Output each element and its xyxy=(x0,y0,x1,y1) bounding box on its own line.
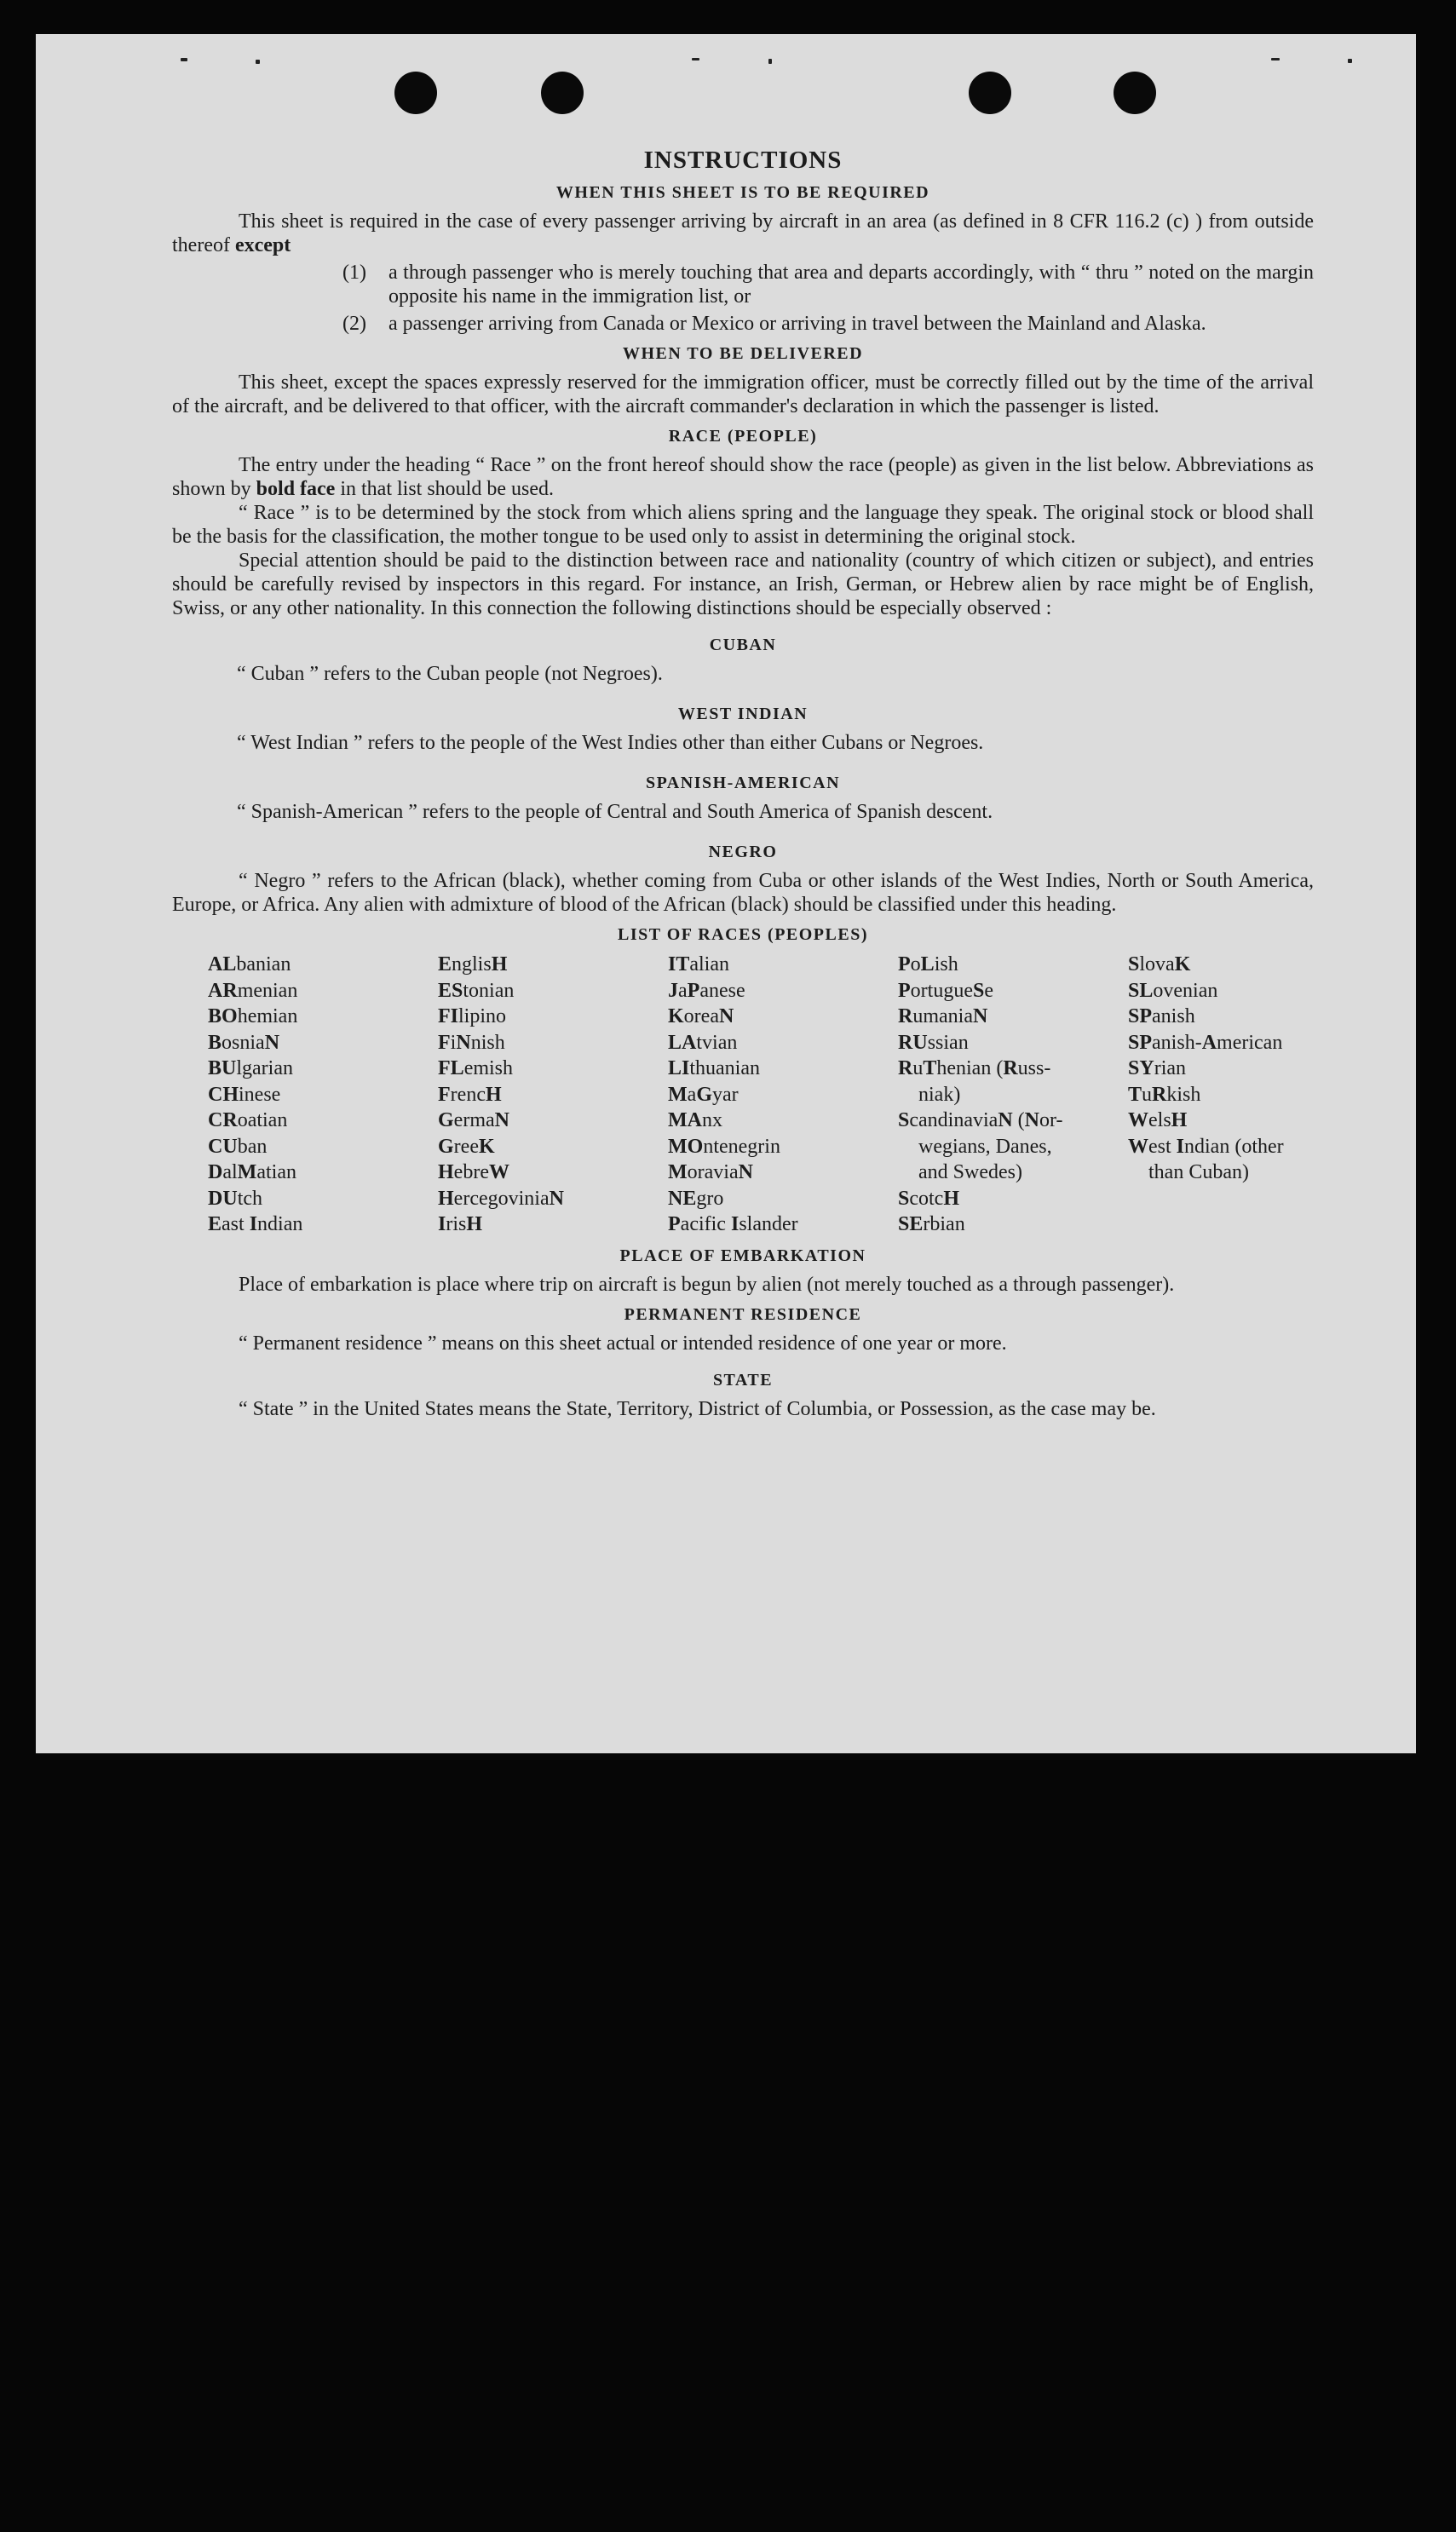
scan-speck xyxy=(692,58,699,60)
race-entry: HercegoviniaN xyxy=(438,1187,564,1210)
race-entry: TuRkish xyxy=(1128,1083,1201,1106)
when-required-intro: This sheet is required in the case of every passenger arriving by aircraft in an area (as defined in 8 CFR 116.2 (c) ) from outside thereof except xyxy=(172,210,1314,256)
race-entry-continuation: than Cuban) xyxy=(1148,1161,1249,1183)
race-paragraph: Special attention should be paid to the distinction between race and nationality (country of which citizen or subject), and entries should be carefully revised by inspectors in this regard. For instance, an Irish, German, or Hebrew alien by race might be of English, Swiss, or any other nationality. In this connection the following distinctions should be especially observed : xyxy=(172,550,1314,619)
race-entry: MaGyar xyxy=(668,1083,739,1106)
race-entry: BUlgarian xyxy=(208,1057,293,1079)
document-page xyxy=(36,34,1416,1753)
race-entry: LIthuanian xyxy=(668,1057,760,1079)
section-heading: WHEN TO BE DELIVERED xyxy=(622,344,864,363)
race-entry: FrencH xyxy=(438,1083,502,1106)
race-entry: ARmenian xyxy=(208,979,298,1002)
negro-text: “ Negro ” refers to the African (black), whether coming from Cuba or other islands of the West Indies, North or South America, Europe, or Africa. Any alien with admixture of blood of the African (black) should be classified under this heading. xyxy=(172,870,1314,916)
race-entry: PortugueSe xyxy=(898,979,993,1002)
race-entry: EStonian xyxy=(438,979,515,1002)
race-entry: Pacific Islander xyxy=(668,1213,798,1235)
state-text: “ State ” in the United States means the State, Territory, District of Columbia, or Possession, as the case may be. xyxy=(239,1397,1156,1420)
race-entry: NEgro xyxy=(668,1187,724,1210)
race-entry-continuation: and Swedes) xyxy=(918,1161,1022,1183)
race-entry: FLemish xyxy=(438,1057,514,1079)
section-heading: WEST INDIAN xyxy=(677,705,809,723)
race-entry: MAnx xyxy=(668,1109,722,1131)
race-entry: PoLish xyxy=(898,953,958,975)
race-entry: IrisH xyxy=(438,1213,483,1235)
page-title: INSTRUCTIONS xyxy=(643,147,843,174)
race-entry: CHinese xyxy=(208,1083,281,1106)
race-entry: RuThenian (Russ- xyxy=(898,1057,1051,1079)
west-indian-text: “ West Indian ” refers to the people of the West Indies other than either Cubans or Negroes. xyxy=(237,732,984,754)
race-column xyxy=(208,952,438,1238)
race-entry: DUtch xyxy=(208,1187,263,1210)
section-heading: RACE (PEOPLE) xyxy=(668,427,818,446)
race-entry: ScotcH xyxy=(898,1187,960,1210)
scan-speck xyxy=(768,59,772,64)
section-heading: PERMANENT RESIDENCE xyxy=(624,1304,862,1324)
exception-item: (1) a through passenger who is merely touching that area and departs accordingly, with “ thru ” noted on the margin opposite his name in the immigration list, or xyxy=(342,262,1314,308)
race-entry: RUssian xyxy=(898,1031,969,1054)
spanish-american-text: “ Spanish-American ” refers to the people of Central and South America of Spanish descent. xyxy=(237,801,993,823)
race-entry: SErbian xyxy=(898,1213,965,1235)
race-entry: DalMatian xyxy=(208,1161,296,1183)
punch-hole xyxy=(969,72,1011,114)
race-entry: BOhemian xyxy=(208,1005,298,1027)
race-entry: KoreaN xyxy=(668,1005,734,1027)
race-paragraph: The entry under the heading “ Race ” on the front hereof should show the race (people) as given in the list below. Abbreviations as shown by bold face in that list should be used. xyxy=(172,454,1314,500)
section-heading: STATE xyxy=(712,1370,774,1390)
race-entry: HebreW xyxy=(438,1161,509,1183)
race-entry: SPanish xyxy=(1128,1005,1195,1027)
section-heading: CUBAN xyxy=(709,636,777,654)
scan-speck xyxy=(1348,59,1352,63)
race-column xyxy=(438,952,668,1238)
cuban-text: “ Cuban ” refers to the Cuban people (not Negroes). xyxy=(237,663,663,685)
race-entry: CUban xyxy=(208,1135,268,1158)
race-entry: ScandinaviaN (Nor- xyxy=(898,1109,1063,1131)
race-column xyxy=(898,952,1128,1238)
section-heading: PLACE OF EMBARKATION xyxy=(619,1246,866,1265)
race-entry: EnglisH xyxy=(438,953,508,975)
scan-speck xyxy=(1271,58,1280,60)
residence-text: “ Permanent residence ” means on this sheet actual or intended residence of one year or more. xyxy=(239,1332,1007,1355)
punch-hole xyxy=(1114,72,1156,114)
section-heading: NEGRO xyxy=(708,843,778,861)
race-entry: West Indian (other xyxy=(1128,1135,1284,1158)
section-heading: SPANISH-AMERICAN xyxy=(645,774,841,792)
race-entry-continuation: wegians, Danes, xyxy=(918,1135,1052,1158)
race-entry: East Indian xyxy=(208,1213,303,1235)
scan-speck xyxy=(256,60,260,64)
race-entry: BosniaN xyxy=(208,1031,280,1054)
race-entry: WelsH xyxy=(1128,1109,1188,1131)
instructions-content xyxy=(172,147,1314,1421)
when-delivered-text: This sheet, except the spaces expressly reserved for the immigration officer, must be correctly filled out by the time of the arrival of the aircraft, and be delivered to that officer, with the aircraft commander's declaration in which the passenger is listed. xyxy=(172,371,1314,417)
race-entry: GreeK xyxy=(438,1135,495,1158)
race-entry: CRoatian xyxy=(208,1109,288,1131)
race-list xyxy=(208,952,1314,1238)
race-entry: MoraviaN xyxy=(668,1161,753,1183)
section-heading: LIST OF RACES (PEOPLES) xyxy=(617,925,868,944)
race-entry: FiNnish xyxy=(438,1031,505,1054)
race-column xyxy=(668,952,898,1238)
section-heading: WHEN THIS SHEET IS TO BE REQUIRED xyxy=(555,183,930,202)
race-entry: FIlipino xyxy=(438,1005,507,1027)
race-entry: MOntenegrin xyxy=(668,1135,780,1158)
race-entry-continuation: niak) xyxy=(918,1083,961,1106)
embarkation-text: Place of embarkation is place where trip on aircraft is begun by alien (not merely touched as a through passenger). xyxy=(239,1273,1175,1296)
race-entry: SYrian xyxy=(1128,1057,1187,1079)
punch-hole xyxy=(541,72,584,114)
scan-speck xyxy=(181,58,187,61)
race-entry: RumaniaN xyxy=(898,1005,988,1027)
race-entry: GermaN xyxy=(438,1109,509,1131)
race-column xyxy=(1128,952,1350,1238)
punch-hole xyxy=(394,72,437,114)
race-entry: JaPanese xyxy=(668,979,745,1002)
race-entry: SlovaK xyxy=(1128,953,1191,975)
race-entry: ITalian xyxy=(668,953,729,975)
race-paragraph: “ Race ” is to be determined by the stock from which aliens spring and the language they speak. The original stock or blood shall be the basis for the classification, the mother tongue to be used only to assist in determining the original stock. xyxy=(172,502,1314,548)
race-entry: SPanish-American xyxy=(1128,1031,1283,1054)
race-entry: ALbanian xyxy=(208,953,291,975)
race-entry: SLovenian xyxy=(1128,979,1218,1002)
exception-item: (2) a passenger arriving from Canada or Mexico or arriving in travel between the Mainland and Alaska. xyxy=(342,313,1206,335)
race-entry: LAtvian xyxy=(668,1031,738,1054)
